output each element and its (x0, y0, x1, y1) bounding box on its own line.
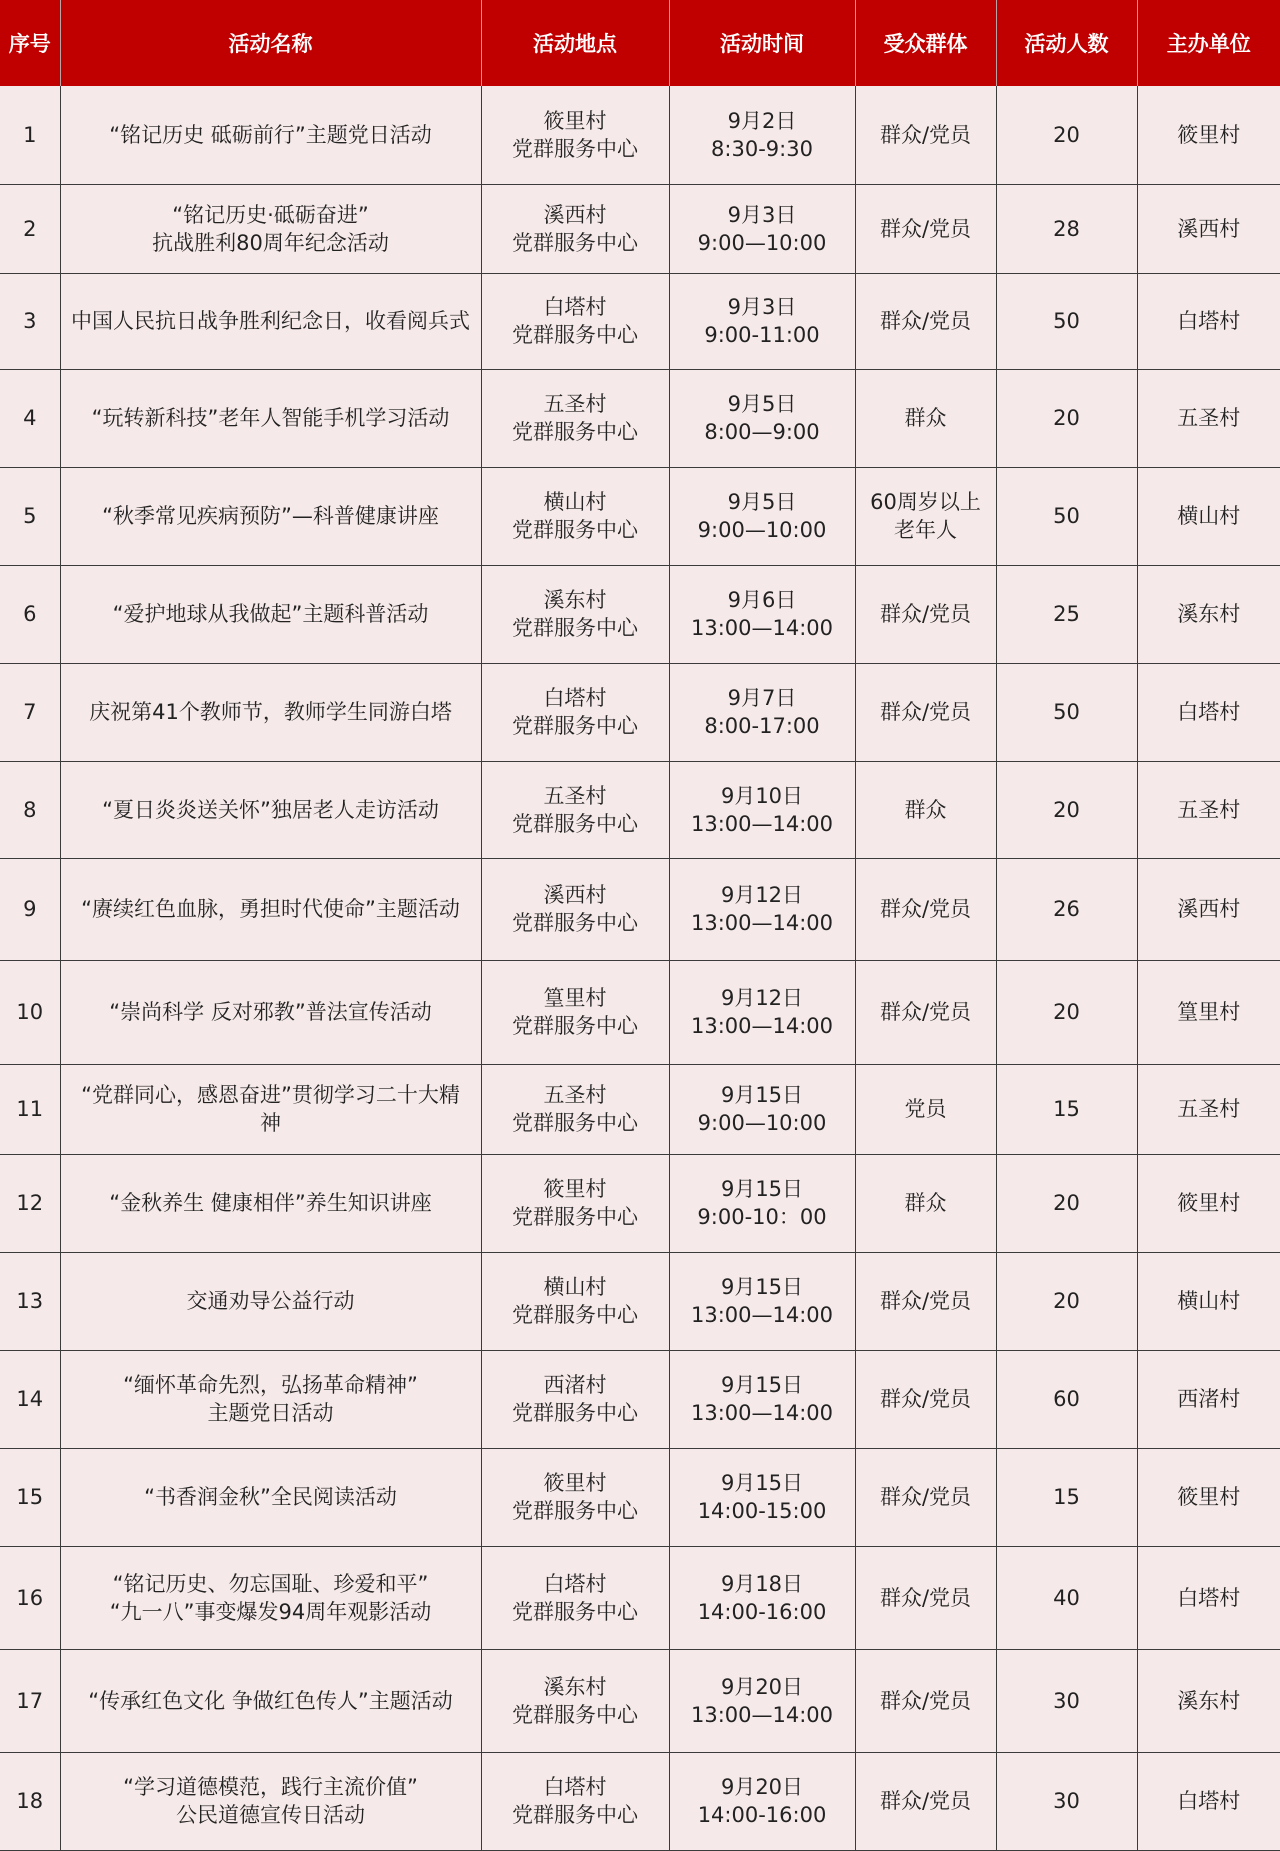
cell-activity-location: 白塔村 党群服务中心 (481, 663, 669, 761)
cell-activity-name: “金秋养生 健康相伴”养生知识讲座 (60, 1154, 481, 1252)
cell-organizer: 溪西村 (1137, 184, 1280, 273)
cell-serial-number: 5 (0, 467, 60, 565)
cell-audience: 群众/党员 (855, 960, 996, 1064)
cell-audience: 群众/党员 (855, 1252, 996, 1350)
cell-audience: 群众 (855, 761, 996, 858)
cell-serial-number: 10 (0, 960, 60, 1064)
cell-participant-count: 50 (996, 273, 1137, 369)
cell-activity-name: “夏日炎炎送关怀”独居老人走访活动 (60, 761, 481, 858)
cell-audience: 群众/党员 (855, 1448, 996, 1546)
cell-participant-count: 28 (996, 184, 1137, 273)
cell-activity-name: “传承红色文化 争做红色传人”主题活动 (60, 1649, 481, 1752)
cell-participant-count: 20 (996, 761, 1137, 858)
cell-participant-count: 50 (996, 663, 1137, 761)
cell-audience: 群众 (855, 369, 996, 467)
cell-serial-number: 13 (0, 1252, 60, 1350)
cell-activity-name: “玩转新科技”老年人智能手机学习活动 (60, 369, 481, 467)
cell-activity-time: 9月7日 8:00-17:00 (669, 663, 855, 761)
table-row (0, 273, 1280, 369)
cell-activity-location: 篁里村 党群服务中心 (481, 960, 669, 1064)
cell-audience: 群众/党员 (855, 1752, 996, 1850)
table-row (0, 1649, 1280, 1752)
cell-audience: 群众/党员 (855, 273, 996, 369)
cell-organizer: 白塔村 (1137, 273, 1280, 369)
table-row (0, 761, 1280, 858)
cell-activity-time: 9月12日 13:00—14:00 (669, 960, 855, 1064)
cell-activity-name: “书香润金秋”全民阅读活动 (60, 1448, 481, 1546)
cell-audience: 60周岁以上 老年人 (855, 467, 996, 565)
cell-activity-location: 五圣村 党群服务中心 (481, 369, 669, 467)
cell-organizer: 白塔村 (1137, 1752, 1280, 1850)
cell-activity-time: 9月15日 9:00-10：00 (669, 1154, 855, 1252)
cell-serial-number: 9 (0, 858, 60, 960)
cell-audience: 群众 (855, 1154, 996, 1252)
cell-activity-location: 筱里村 党群服务中心 (481, 1154, 669, 1252)
cell-activity-location: 筱里村 党群服务中心 (481, 86, 669, 184)
cell-activity-time: 9月3日 9:00-11:00 (669, 273, 855, 369)
cell-serial-number: 3 (0, 273, 60, 369)
cell-organizer: 溪东村 (1137, 1649, 1280, 1752)
cell-audience: 群众/党员 (855, 663, 996, 761)
table-row (0, 1154, 1280, 1252)
cell-activity-time: 9月5日 9:00—10:00 (669, 467, 855, 565)
cell-serial-number: 8 (0, 761, 60, 858)
header-participant-count: 活动人数 (996, 0, 1137, 86)
cell-activity-location: 白塔村 党群服务中心 (481, 1546, 669, 1649)
table-row (0, 663, 1280, 761)
header-serial-number: 序号 (0, 0, 60, 86)
header-audience: 受众群体 (855, 0, 996, 86)
cell-activity-name: “铭记历史、勿忘国耻、珍爱和平” “九一八”事变爆发94周年观影活动 (60, 1546, 481, 1649)
cell-activity-time: 9月5日 8:00—9:00 (669, 369, 855, 467)
cell-activity-name: “崇尚科学 反对邪教”普法宣传活动 (60, 960, 481, 1064)
cell-participant-count: 20 (996, 1252, 1137, 1350)
table-row (0, 1350, 1280, 1448)
cell-activity-name: “学习道德模范，践行主流价值” 公民道德宣传日活动 (60, 1752, 481, 1850)
table-header-row (0, 0, 1280, 86)
cell-activity-name: “秋季常见疾病预防”—科普健康讲座 (60, 467, 481, 565)
cell-participant-count: 26 (996, 858, 1137, 960)
cell-activity-name: 庆祝第41个教师节，教师学生同游白塔 (60, 663, 481, 761)
table-row (0, 960, 1280, 1064)
cell-participant-count: 15 (996, 1064, 1137, 1154)
cell-participant-count: 20 (996, 960, 1137, 1064)
table-row (0, 369, 1280, 467)
cell-participant-count: 20 (996, 1154, 1137, 1252)
header-activity-name: 活动名称 (60, 0, 481, 86)
cell-organizer: 筱里村 (1137, 86, 1280, 184)
cell-participant-count: 20 (996, 369, 1137, 467)
cell-activity-time: 9月12日 13:00—14:00 (669, 858, 855, 960)
table-body (0, 86, 1280, 1850)
cell-activity-time: 9月6日 13:00—14:00 (669, 565, 855, 663)
cell-participant-count: 30 (996, 1649, 1137, 1752)
cell-activity-location: 筱里村 党群服务中心 (481, 1448, 669, 1546)
cell-organizer: 白塔村 (1137, 1546, 1280, 1649)
cell-serial-number: 4 (0, 369, 60, 467)
cell-organizer: 横山村 (1137, 1252, 1280, 1350)
cell-organizer: 五圣村 (1137, 1064, 1280, 1154)
cell-activity-time: 9月15日 14:00-15:00 (669, 1448, 855, 1546)
cell-serial-number: 18 (0, 1752, 60, 1850)
cell-organizer: 篁里村 (1137, 960, 1280, 1064)
cell-audience: 党员 (855, 1064, 996, 1154)
cell-activity-location: 溪西村 党群服务中心 (481, 184, 669, 273)
cell-activity-time: 9月15日 13:00—14:00 (669, 1252, 855, 1350)
cell-activity-location: 横山村 党群服务中心 (481, 467, 669, 565)
cell-activity-time: 9月18日 14:00-16:00 (669, 1546, 855, 1649)
header-activity-location: 活动地点 (481, 0, 669, 86)
table-row (0, 1064, 1280, 1154)
header-organizer: 主办单位 (1166, 32, 1251, 56)
cell-activity-location: 溪东村 党群服务中心 (481, 1649, 669, 1752)
cell-serial-number: 6 (0, 565, 60, 663)
cell-organizer: 西渚村 (1137, 1350, 1280, 1448)
cell-organizer: 五圣村 (1137, 369, 1280, 467)
cell-activity-location: 横山村 党群服务中心 (481, 1252, 669, 1350)
cell-activity-name: “党群同心，感恩奋进”贯彻学习二十大精 神 (60, 1064, 481, 1154)
cell-serial-number: 2 (0, 184, 60, 273)
cell-audience: 群众/党员 (855, 858, 996, 960)
cell-participant-count: 50 (996, 467, 1137, 565)
table-row (0, 858, 1280, 960)
cell-participant-count: 20 (996, 86, 1137, 184)
cell-serial-number: 16 (0, 1546, 60, 1649)
cell-activity-name: “铭记历史 砥砺前行”主题党日活动 (60, 86, 481, 184)
cell-activity-name: “铭记历史·砥砺奋进” 抗战胜利80周年纪念活动 (60, 184, 481, 273)
cell-activity-location: 白塔村 党群服务中心 (481, 273, 669, 369)
cell-serial-number: 7 (0, 663, 60, 761)
cell-organizer: 筱里村 (1137, 1154, 1280, 1252)
cell-organizer: 白塔村 (1137, 663, 1280, 761)
cell-activity-time: 9月20日 13:00—14:00 (669, 1649, 855, 1752)
cell-activity-name: “爱护地球从我做起”主题科普活动 (60, 565, 481, 663)
cell-activity-location: 西渚村 党群服务中心 (481, 1350, 669, 1448)
cell-audience: 群众/党员 (855, 1546, 996, 1649)
cell-activity-time: 9月3日 9:00—10:00 (669, 184, 855, 273)
cell-audience: 群众/党员 (855, 565, 996, 663)
cell-activity-location: 溪东村 党群服务中心 (481, 565, 669, 663)
cell-activity-time: 9月10日 13:00—14:00 (669, 761, 855, 858)
cell-activity-name: “缅怀革命先烈，弘扬革命精神” 主题党日活动 (60, 1350, 481, 1448)
cell-activity-location: 五圣村 党群服务中心 (481, 1064, 669, 1154)
cell-organizer: 横山村 (1137, 467, 1280, 565)
cell-serial-number: 1 (0, 86, 60, 184)
table-row (0, 86, 1280, 184)
cell-serial-number: 15 (0, 1448, 60, 1546)
cell-organizer: 五圣村 (1137, 761, 1280, 858)
cell-participant-count: 30 (996, 1752, 1137, 1850)
cell-organizer: 溪东村 (1137, 565, 1280, 663)
table-row (0, 1752, 1280, 1850)
cell-participant-count: 25 (996, 565, 1137, 663)
cell-participant-count: 40 (996, 1546, 1137, 1649)
cell-activity-location: 溪西村 党群服务中心 (481, 858, 669, 960)
cell-activity-location: 五圣村 党群服务中心 (481, 761, 669, 858)
cell-audience: 群众/党员 (855, 1649, 996, 1752)
table-row (0, 1546, 1280, 1649)
header-activity-time: 活动时间 (669, 0, 855, 86)
table-row (0, 467, 1280, 565)
cell-activity-time: 9月2日 8:30-9:30 (669, 86, 855, 184)
cell-activity-name: “赓续红色血脉，勇担时代使命”主题活动 (60, 858, 481, 960)
cell-activity-time: 9月15日 9:00—10:00 (669, 1064, 855, 1154)
cell-activity-location: 白塔村 党群服务中心 (481, 1752, 669, 1850)
cell-activity-name: 中国人民抗日战争胜利纪念日，收看阅兵式 (60, 273, 481, 369)
table-row (0, 565, 1280, 663)
cell-serial-number: 11 (0, 1064, 60, 1154)
cell-organizer: 筱里村 (1137, 1448, 1280, 1546)
cell-participant-count: 60 (996, 1350, 1137, 1448)
cell-activity-time: 9月15日 13:00—14:00 (669, 1350, 855, 1448)
cell-audience: 群众/党员 (855, 184, 996, 273)
table-row (0, 184, 1280, 273)
table-row (0, 1448, 1280, 1546)
cell-organizer: 溪西村 (1137, 858, 1280, 960)
cell-serial-number: 14 (0, 1350, 60, 1448)
cell-audience: 群众/党员 (855, 1350, 996, 1448)
cell-activity-name: 交通劝导公益行动 (60, 1252, 481, 1350)
table-row (0, 1252, 1280, 1350)
cell-activity-time: 9月20日 14:00-16:00 (669, 1752, 855, 1850)
cell-audience: 群众/党员 (855, 86, 996, 184)
cell-participant-count: 15 (996, 1448, 1137, 1546)
cell-serial-number: 17 (0, 1649, 60, 1752)
cell-serial-number: 12 (0, 1154, 60, 1252)
